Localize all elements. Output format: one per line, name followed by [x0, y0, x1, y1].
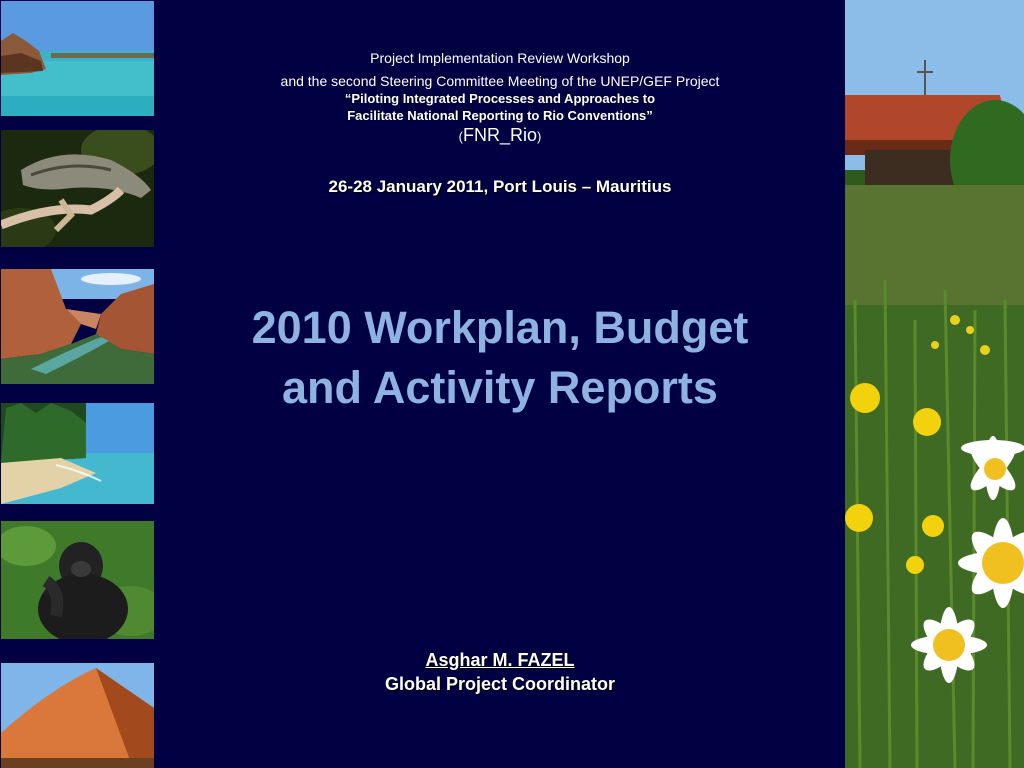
slide-content: [155, 0, 845, 768]
tropical-beach-photo: [1, 403, 154, 504]
author-block: [155, 648, 845, 696]
coastal-rocks-photo: [1, 1, 154, 116]
meeting-description: and the second Steering Committee Meeting of the UNEP/GEF Project: [280, 73, 720, 89]
project-acronym: [155, 124, 845, 148]
slide-title-line2: and Activity Reports: [282, 362, 718, 413]
chameleon-photo: [1, 130, 154, 247]
author-name: Asghar M. FAZEL: [425, 650, 575, 670]
project-name-line1: “Piloting Integrated Processes and Approaches to: [344, 91, 656, 106]
workshop-header: [155, 49, 845, 148]
slide-title-line1: 2010 Workplan, Budget: [251, 302, 749, 353]
desert-dune-photo: [1, 663, 154, 768]
acronym-open: (: [458, 129, 463, 144]
author-role: Global Project Coordinator: [384, 674, 616, 694]
event-dates: 26-28 January 2011, Port Louis – Mauritius: [328, 177, 672, 196]
slide-title: [155, 298, 845, 418]
meadow-flowers-photo: [845, 0, 1024, 768]
canyon-river-photo: [1, 269, 154, 384]
left-photo-strip: [0, 0, 155, 768]
acronym-close: ): [537, 129, 542, 144]
acronym-text: FNR_Rio: [462, 125, 537, 145]
gorilla-photo: [1, 521, 154, 639]
project-name-line2: Facilitate National Reporting to Rio Conventions”: [347, 108, 653, 123]
workshop-title: Project Implementation Review Workshop: [370, 50, 630, 66]
